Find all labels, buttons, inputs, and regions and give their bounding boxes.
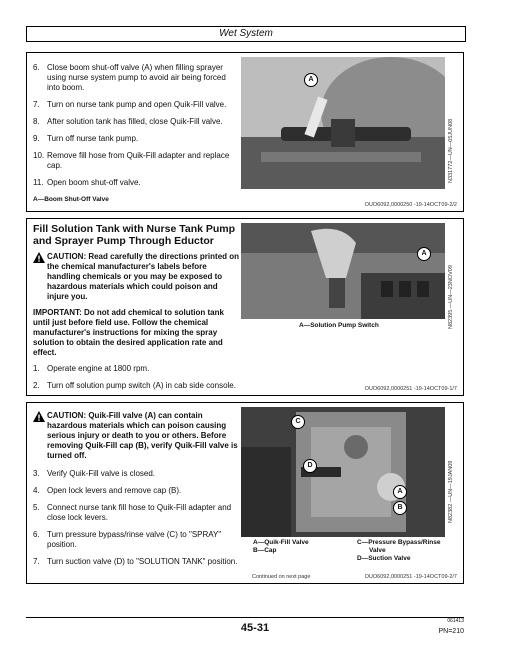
legend-right: C—Pressure Bypass/Rinse Valve D—Suction Valve [357, 539, 441, 562]
section-text [33, 411, 238, 574]
step-item: 4. Open lock levers and remove cap (B). [33, 486, 182, 495]
section-fill-solution-tank [26, 218, 464, 396]
reference-code: OUO6092,0000251 -19-14OCT09-1/7 [364, 386, 457, 392]
important-note: IMPORTANT: Do not add chemical to solution tank until just before field use. Follow the chemical manufacturer's instructions for mixing the spray solution to obtain the desired application rate and effect. [33, 308, 224, 357]
image-code: N82382 —UN—19JAN09 [448, 460, 454, 523]
quik-fill-photo [241, 407, 445, 537]
warning-icon [33, 411, 45, 422]
step-item: 9. Turn off nurse tank pump. [33, 134, 139, 143]
running-header [26, 26, 466, 42]
step-item: 6. Close boom shut-off valve (A) when filling sprayer using nurse system pump to avoid air being forced into boom. [33, 63, 226, 92]
warning-icon [33, 252, 45, 263]
reference-code: OUO6092,0000251 -19-14OCT09-2/7 [364, 574, 457, 580]
callout-b: B [393, 501, 407, 515]
section-boom-shutoff [26, 52, 464, 212]
step-item: 5. Connect nurse tank fill hose to Quik-Fill adapter and close lock levers. [33, 503, 232, 522]
step-item: 6. Turn pressure bypass/rinse valve (C) to "SPRAY" position. [33, 530, 222, 549]
footer-rule [26, 617, 464, 618]
caution-block: CAUTION: Read carefully the directions printed on the chemical manufacturer's labels before handling chemicals or you may be exposed to hazardous materials which could poison and injure you. [33, 252, 241, 302]
step-item: 7. Turn suction valve (D) to "SOLUTION TANK" position. [33, 557, 238, 566]
step-item: 2. Turn off solution pump switch (A) in cab side console. [33, 381, 236, 390]
figure-caption: A—Boom Shut-Off Valve [33, 196, 109, 203]
step-list [33, 63, 238, 205]
reference-code: OUO6092,0000250 -19-14OCT09-2/2 [364, 202, 457, 208]
step-item: 10. Remove fill hose from Quik-Fill adapter and replace cap. [33, 151, 230, 170]
callout-d: D [303, 459, 317, 473]
step-item: 7. Turn on nurse tank pump and open Quik-Fill valve. [33, 100, 227, 109]
caution-block: CAUTION: Quik-Fill valve (A) can contain hazardous materials which can poison causing serious injury or death to you or others. Before removing Quik-Fill cap (B), verify Quik-Fill valve is turned off. [33, 411, 238, 461]
legend-left: A—Quik-Fill Valve B—Cap [253, 539, 309, 554]
callout-a: A [304, 73, 318, 87]
step-item: 11. Open boom shut-off valve. [33, 178, 141, 187]
section-title: Fill Solution Tank with Nurse Tank Pump and Sprayer Pump Through Eductor [33, 223, 236, 247]
section-quik-fill [26, 402, 464, 584]
callout-a: A [393, 485, 407, 499]
section-text [33, 223, 241, 398]
step-item: 1. Operate engine at 1800 rpm. [33, 364, 150, 373]
callout-a: A [417, 247, 431, 261]
continued-note: Continued on next page [252, 574, 311, 580]
header-title: Wet System [219, 28, 273, 39]
figure-caption: A—Solution Pump Switch [299, 322, 379, 329]
step-item: 8. After solution tank has filled, close Quik-Fill valve. [33, 117, 223, 126]
page-number: 45-31 [240, 622, 270, 634]
boom-valve-photo [241, 57, 445, 189]
revision-code: 061413 [447, 618, 464, 624]
image-code: N331772—UN—05JUN08 [448, 118, 454, 183]
image-code: N82395 —UN—23NOV09 [448, 265, 454, 329]
step-item: 3. Verify Quik-Fill valve is closed. [33, 469, 156, 478]
pn-number: PN=210 [438, 628, 464, 635]
pump-switch-photo [241, 223, 445, 319]
callout-c: C [291, 415, 305, 429]
